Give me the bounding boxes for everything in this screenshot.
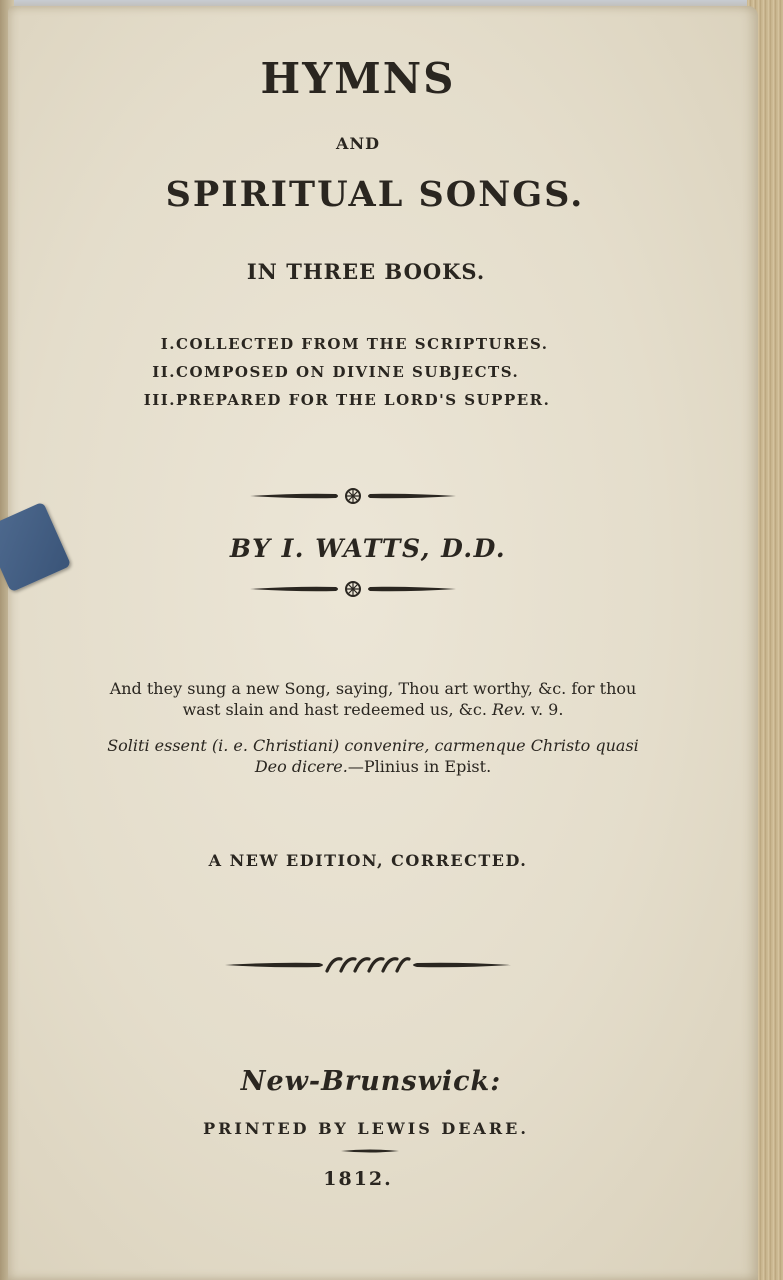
book-number: II. xyxy=(152,363,176,381)
book-description: COMPOSED ON DIVINE SUBJECTS. xyxy=(176,363,520,381)
title-spiritual-songs: SPIRITUAL SONGS. xyxy=(165,174,585,215)
imprint-place: New-Brunswick: xyxy=(240,1066,502,1097)
epigraph-text: Deo dicere. xyxy=(254,757,348,776)
epigraph-source: —Plinius in Epist. xyxy=(347,757,492,776)
book-description: PREPARED FOR THE LORD'S SUPPER. xyxy=(176,391,551,409)
edition-line: A NEW EDITION, CORRECTED. xyxy=(208,851,528,870)
epigraph-latin xyxy=(63,735,683,777)
epigraph-line: And they sung a new Song, saying, Thou art worthy, &c. for thou xyxy=(109,679,637,698)
book-number: III. xyxy=(143,391,176,409)
ornament-short-rule xyxy=(8,1146,758,1166)
ornament-rule-top xyxy=(8,486,758,506)
ornament-rule-bottom xyxy=(8,579,758,599)
epigraph-text: wast slain and hast redeemed us, &c. xyxy=(182,700,487,719)
title-hymns: HYMNS xyxy=(260,54,456,103)
ornament-flourish xyxy=(8,954,758,974)
epigraph-scripture xyxy=(63,678,683,720)
book-item xyxy=(118,391,638,419)
epigraph-reference-book: Rev. xyxy=(492,700,526,719)
imprint-year: 1812. xyxy=(323,1168,393,1190)
title-page xyxy=(8,6,758,1280)
book-item xyxy=(118,363,638,391)
epigraph-reference: v. 9. xyxy=(530,700,564,719)
title-and: AND xyxy=(336,134,380,153)
imprint-printer: PRINTED BY LEWIS DEARE. xyxy=(203,1119,529,1138)
books-list xyxy=(118,335,638,419)
title-three-books: IN THREE BOOKS. xyxy=(246,259,486,284)
book-number: I. xyxy=(160,335,176,353)
book-item xyxy=(118,335,638,363)
author-line: BY I. WATTS, D.D. xyxy=(229,534,507,563)
epigraph-line xyxy=(63,756,683,777)
book-description: COLLECTED FROM THE SCRIPTURES. xyxy=(176,335,549,353)
epigraph-line: Soliti essent (i. e. Christiani) convenire, carmenque Christo quasi xyxy=(107,736,639,755)
epigraph-line xyxy=(63,699,683,720)
